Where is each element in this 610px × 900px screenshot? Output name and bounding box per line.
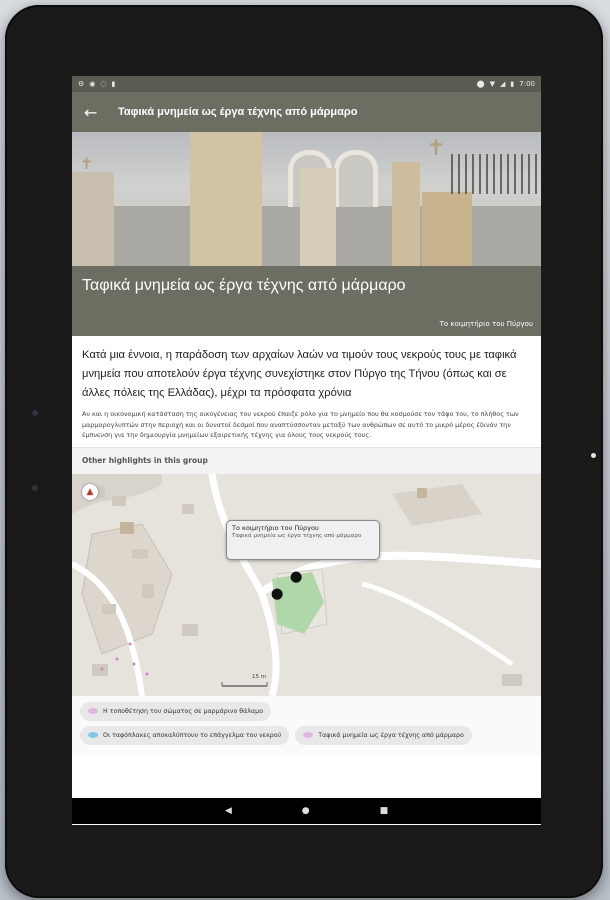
- sensor-dot: [32, 485, 38, 491]
- compass-icon[interactable]: ▲: [82, 484, 98, 500]
- highlight-chip[interactable]: [80, 702, 271, 721]
- image-caption: [72, 266, 541, 336]
- eye-icon: [88, 708, 98, 714]
- highlights-header: Other highlights in this group: [72, 447, 541, 474]
- nav-back-icon[interactable]: ◀: [224, 806, 232, 816]
- app-bar: [72, 92, 541, 132]
- nav-home-icon[interactable]: ●: [301, 806, 310, 816]
- location-icon: ⬤: [476, 80, 485, 88]
- camera-dot: [591, 453, 596, 458]
- system-nav-bar: [72, 798, 541, 824]
- callout-title: Το κοιμητήριο του Πύργου: [232, 523, 319, 532]
- map-callout[interactable]: [226, 520, 380, 560]
- body-paragraph: Αν και η οικονομική κατάσταση της οικογένειας του νεκρού έπαιζε ρόλο για το μνημείο που θα κοσμούσε τον τάφο του, το πλήθος των μαρμαρογλυπτών στην περιοχή και οι δυνατοί δεσμοί που αναπτύσσονταν μεταξύ των ανθρώπων σε αυτό το μικρό μέρος έδινάν την έμπνευση για την δημιουργία μνημείων εξαιρετικής τέχνης για όλους τους νεκρούς τους.: [82, 410, 519, 439]
- map-scale-label: 15 m: [252, 673, 267, 680]
- data-notification-icon: ◌: [100, 80, 107, 88]
- battery-icon: ▮: [510, 80, 515, 88]
- chip-label: Ταφικά μνημεία ως έργα τέχνης από μάρμαρο: [318, 731, 464, 739]
- map-view[interactable]: [72, 474, 541, 696]
- arrow-back-icon[interactable]: ←: [84, 102, 98, 122]
- settings-notification-icon: ⚙: [78, 80, 85, 88]
- chip-label: Η τοποθέτηση του σώματος σε μαρμάρινο θάλαμο: [103, 707, 264, 715]
- highlight-chips: [72, 696, 541, 756]
- chip-label: Οι ταφόπλακες αποκαλύπτουν το επάγγελμα του νεκρού: [103, 731, 282, 739]
- highlight-chip[interactable]: [295, 726, 472, 745]
- eye-icon: [303, 732, 313, 738]
- sd-card-icon: ▮: [111, 80, 116, 88]
- map-pin-icon[interactable]: ⬤: [271, 586, 284, 600]
- clock: 7:00: [519, 80, 535, 88]
- eye-icon: [88, 732, 98, 738]
- highlight-chip[interactable]: [80, 726, 289, 745]
- sensor-dot: [32, 410, 38, 416]
- sync-notification-icon: ◉: [89, 80, 96, 88]
- hero-image: ✝ ✝: [72, 132, 541, 266]
- app-screen: [72, 76, 541, 825]
- lead-paragraph: Κατά μια έννοια, η παράδοση των αρχαίων λαών να τιμούν τους νεκρούς τους με ταφικά μνημεία που αποτελούν έργα τέχνης συνεχίστηκε στον Πύργο της Τήνου (όπως και σε άλλες πόλεις της Ελλάδας), μέχρι τα πρόσφατα χρόνια: [82, 349, 517, 399]
- signal-icon: ◢: [500, 80, 506, 88]
- map-canvas: [72, 474, 541, 696]
- caption-title: Ταφικά μνημεία ως έργα τέχνης από μάρμαρο: [82, 277, 406, 294]
- wifi-icon: ▼: [489, 80, 496, 88]
- nav-recents-icon[interactable]: ■: [379, 806, 389, 816]
- app-bar-title: Ταφικά μνημεία ως έργα τέχνης από μάρμαρο: [118, 106, 358, 118]
- map-pin-icon[interactable]: ⬤: [290, 569, 303, 583]
- caption-subtitle: Το κοιμητήριο του Πύργου: [439, 320, 533, 328]
- callout-text: Ταφικά μνημεία ως έργα τέχνης από μάρμαρο: [232, 532, 362, 539]
- status-bar: [72, 76, 541, 92]
